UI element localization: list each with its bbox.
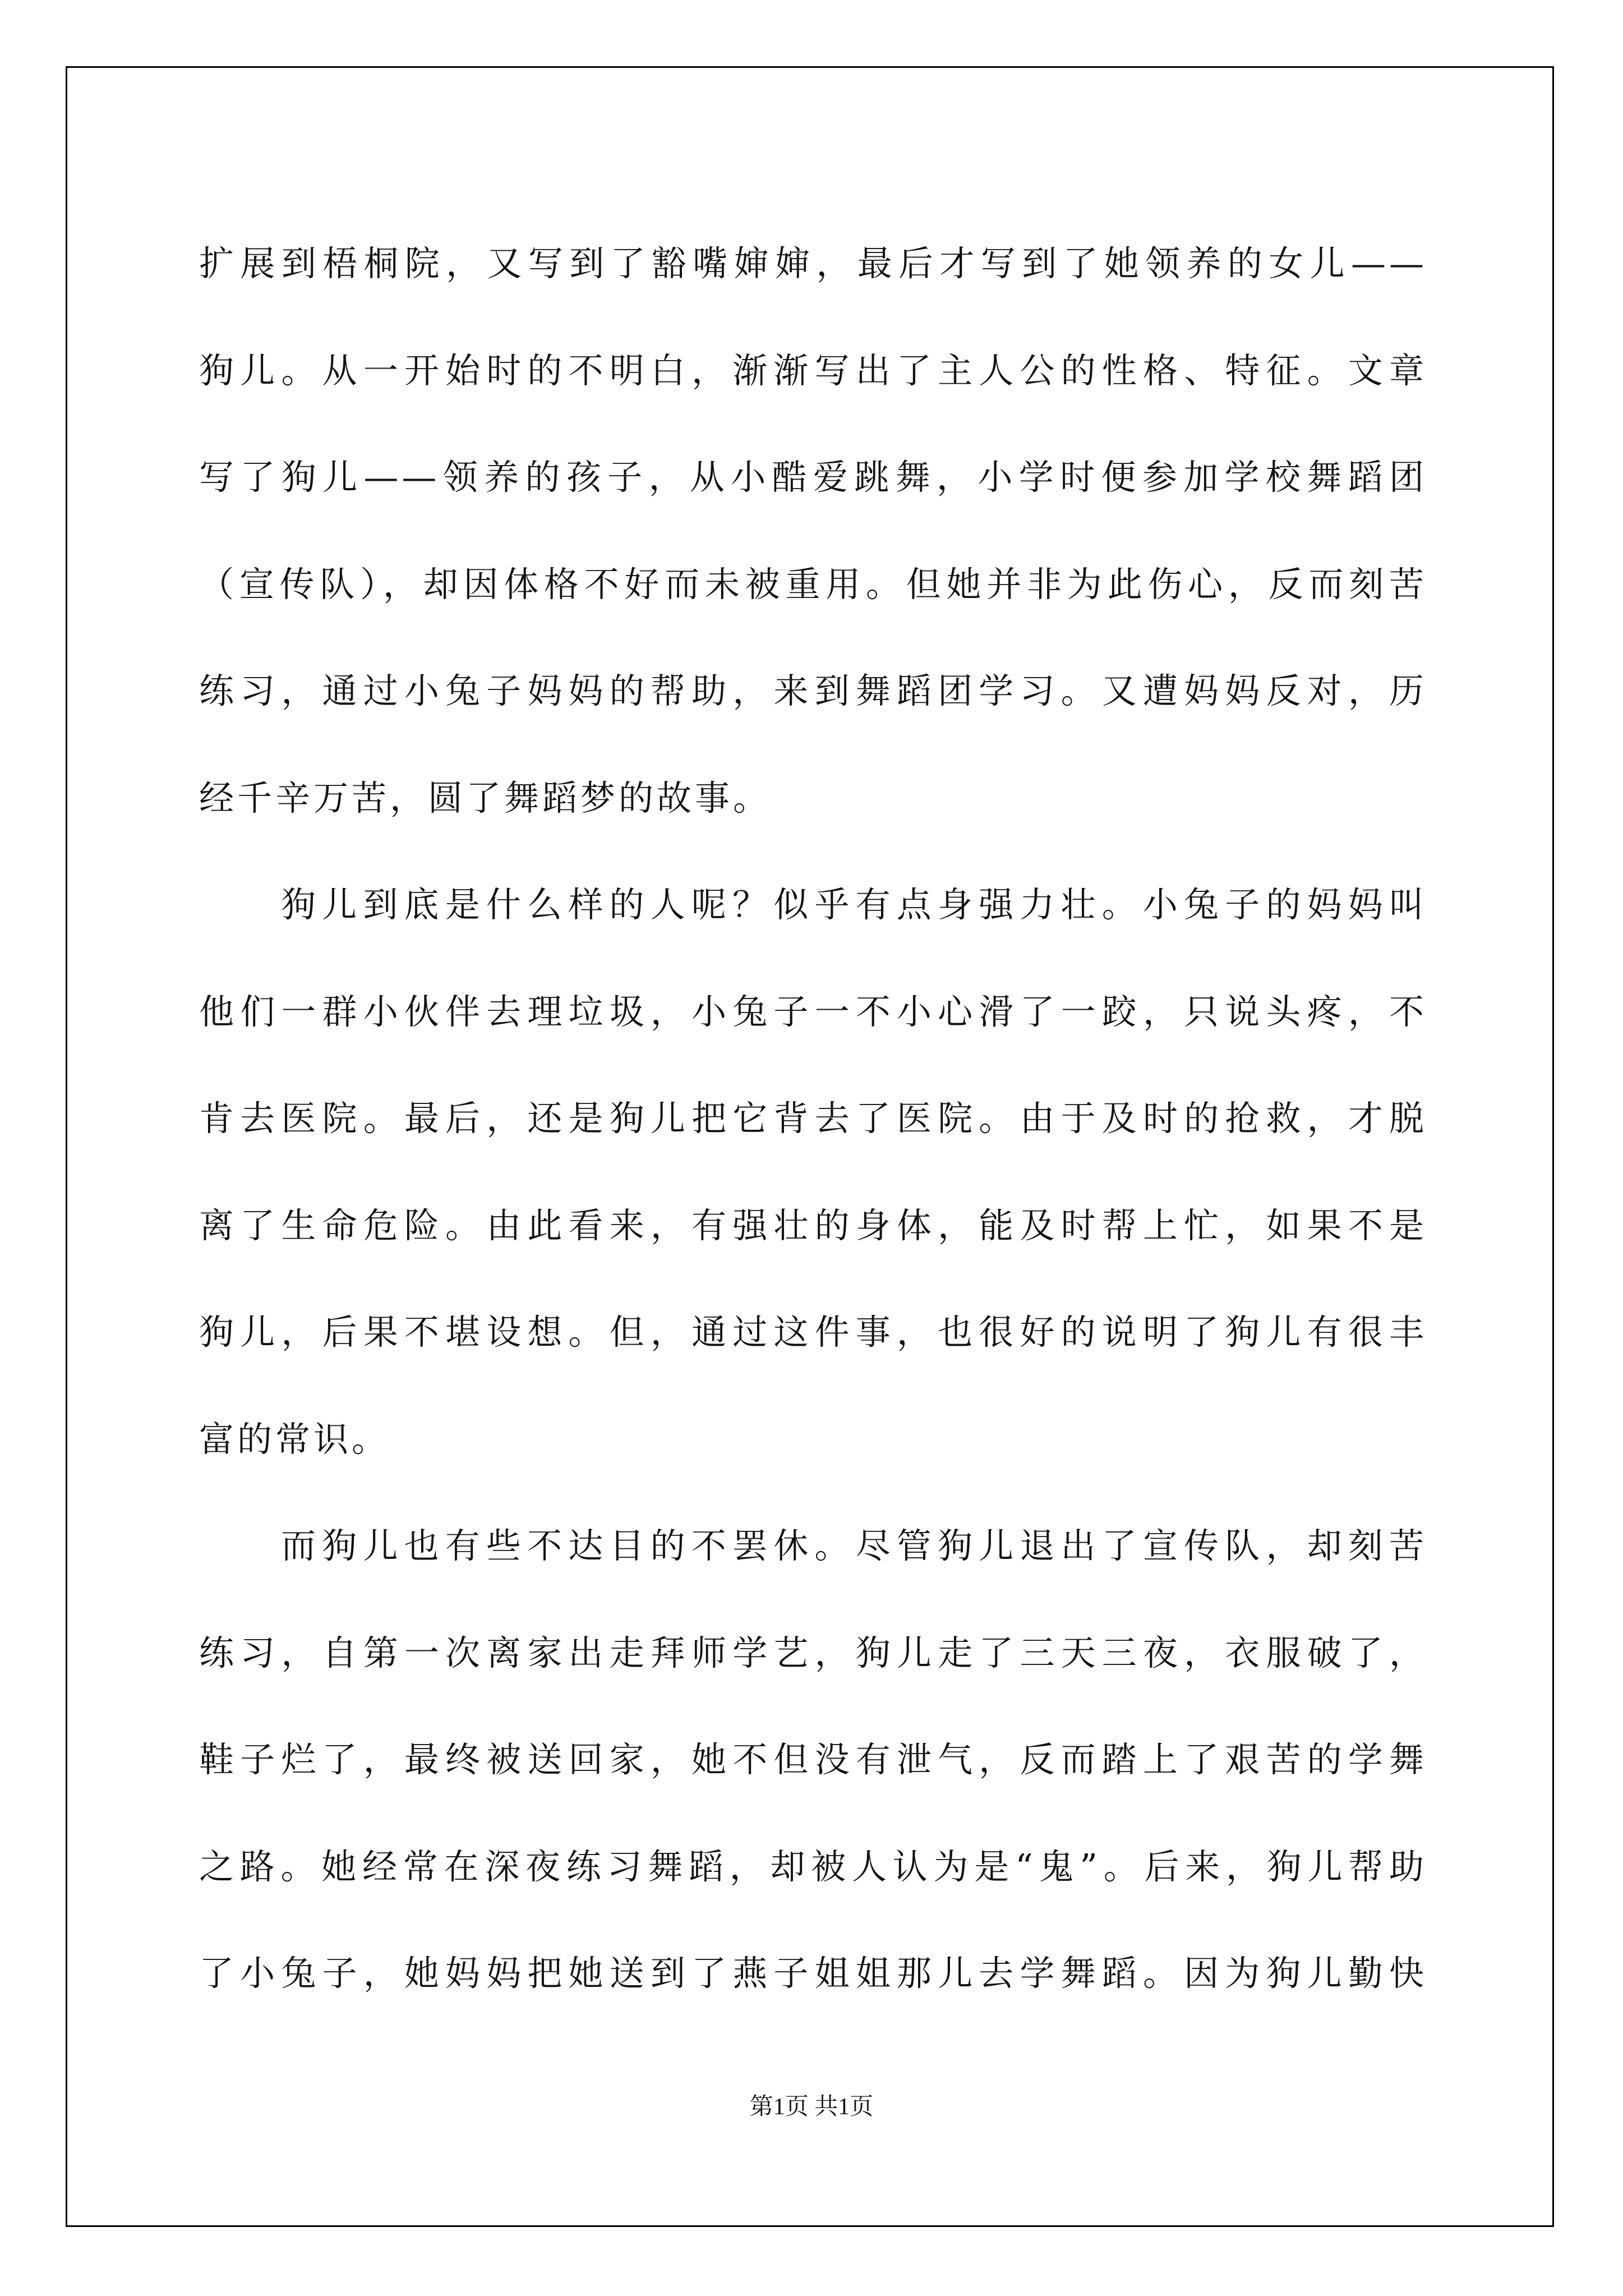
text-line: 狗儿。从一开始时的不明白，渐渐写出了主人公的性格、特征。文章 xyxy=(199,349,1427,391)
text-line: 狗儿，后果不堪设想。但，通过这件事，也很好的说明了狗儿有很丰 xyxy=(199,1312,1427,1352)
paragraph-first-line: 而狗儿也有些不达目的不罢休。尽管狗儿退出了宣传队，却刻苦 xyxy=(281,1525,1427,1566)
paragraph-first-line: 狗儿到底是什么样的人呢？似乎有点身强力壮。小兔子的妈妈叫 xyxy=(281,884,1427,925)
text-line: 练习，通过小兔子妈妈的帮助，来到舞蹈团学习。又遭妈妈反对，历 xyxy=(199,670,1427,711)
document-body xyxy=(199,210,1427,2027)
text-line: 之路。她经常在深夜练习舞蹈，却被人认为是“鬼”。后来，狗儿帮助 xyxy=(199,1846,1427,1887)
text-line: 他们一群小伙伴去理垃圾，小兔子一不小心滑了一跤，只说头疼，不 xyxy=(199,991,1427,1032)
text-line: 肯去医院。最后，还是狗儿把它背去了医院。由于及时的抢救，才脱 xyxy=(199,1098,1427,1139)
text-line: 鞋子烂了，最终被送回家，她不但没有泄气，反而踏上了艰苦的学舞 xyxy=(199,1739,1427,1780)
text-line: 练习，自第一次离家出走拜师学艺，狗儿走了三天三夜，衣服破了， xyxy=(199,1632,1427,1673)
page-number-footer: 第1页 共1页 xyxy=(749,2094,874,2120)
text-line: （宣传队），却因体格不好而未被重用。但她并非为此伤心，反而刻苦 xyxy=(199,563,1427,605)
text-line: 离了生命危险。由此看来，有强壮的身体，能及时帮上忙，如果不是 xyxy=(199,1204,1427,1246)
text-line: 经千辛万苦，圆了舞蹈梦的故事。 xyxy=(199,777,772,818)
text-line: 了小兔子，她妈妈把她送到了燕子姐姐那儿去学舞蹈。因为狗儿勤快 xyxy=(199,1953,1427,1994)
text-line: 富的常识。 xyxy=(199,1418,390,1460)
text-line: 扩展到梧桐院，又写到了豁嘴婶婶，最后才写到了她领养的女儿—— xyxy=(199,243,1427,284)
text-line: 写了狗儿——领养的孩子，从小酷爱跳舞，小学时便参加学校舞蹈团 xyxy=(199,457,1427,498)
